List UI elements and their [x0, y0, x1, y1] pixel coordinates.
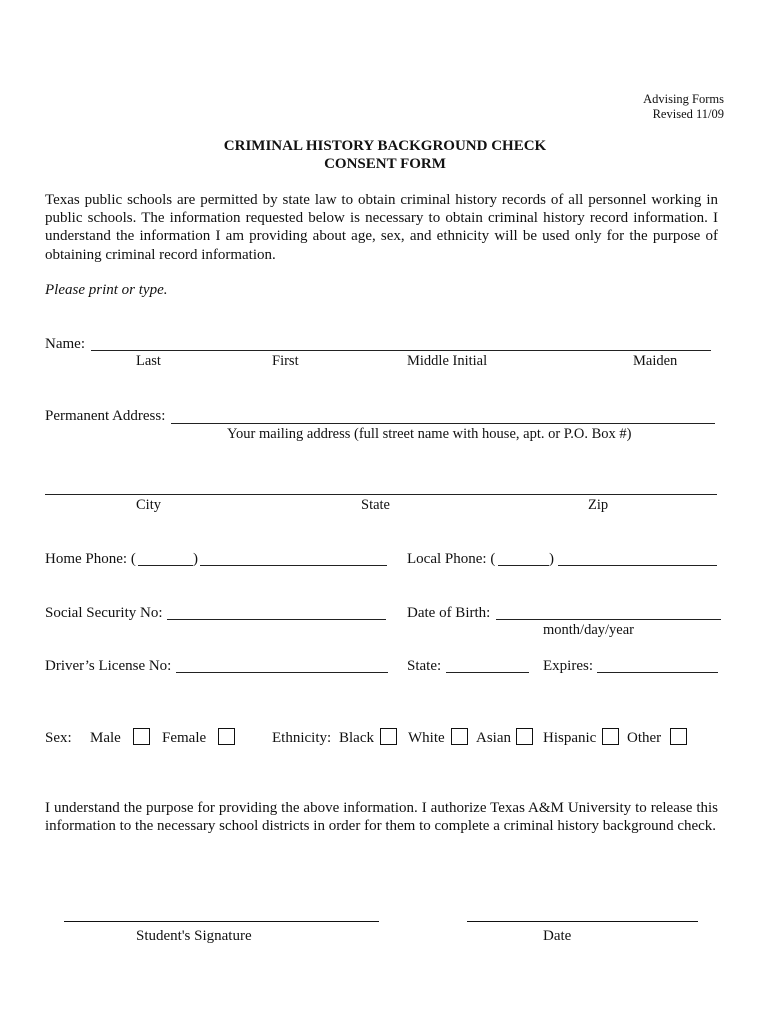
instruction-text: Please print or type. — [45, 282, 168, 298]
intro-paragraph: Texas public schools are permitted by state law to obtain criminal history records of all personnel working in public schools. The information requested below is necessary to obtain criminal history record information. I understand the information I am providing about age, sex, and ethnicity will be used only for the purpose of obtaining criminal record information. — [45, 192, 718, 263]
local-phone-label: Local Phone: ( — [407, 551, 496, 567]
header-line-1: Advising Forms — [643, 92, 724, 106]
form-title — [0, 137, 770, 173]
authorization-paragraph: I understand the purpose for providing the above information. I authorize Texas A&M University to release this information to the necessary school districts in order for them to complete a criminal history background check. — [45, 800, 718, 835]
sex-label: Sex: — [45, 730, 72, 746]
title-line-1: CRIMINAL HISTORY BACKGROUND CHECK — [223, 138, 547, 154]
state-caption: State — [361, 497, 390, 513]
form-code — [643, 92, 724, 122]
name-middle-caption: Middle Initial — [407, 353, 488, 369]
local-phone-field[interactable] — [558, 565, 717, 566]
ethnicity-other-checkbox[interactable] — [670, 728, 687, 745]
name-label: Name: — [45, 336, 85, 352]
ethnicity-label: Ethnicity: — [272, 730, 332, 746]
home-phone-field[interactable] — [200, 565, 387, 566]
license-field[interactable] — [176, 672, 388, 673]
name-first-caption: First — [272, 353, 299, 369]
sex-male-checkbox[interactable] — [133, 728, 150, 745]
sex-male-label: Male — [90, 730, 121, 746]
license-label: Driver’s License No: — [45, 658, 172, 674]
ethnicity-other-label: Other — [627, 730, 662, 746]
name-field[interactable] — [91, 350, 711, 351]
ethnicity-hispanic-label: Hispanic — [543, 730, 597, 746]
ethnicity-asian-checkbox[interactable] — [516, 728, 533, 745]
license-expires-label: Expires: — [543, 658, 593, 674]
sex-female-label: Female — [162, 730, 207, 746]
license-expires-field[interactable] — [597, 672, 718, 673]
address-label: Permanent Address: — [45, 408, 166, 424]
name-maiden-caption: Maiden — [633, 353, 678, 369]
dob-hint: month/day/year — [543, 622, 635, 638]
address-hint: Your mailing address (full street name with house, apt. or P.O. Box #) — [227, 426, 632, 442]
sex-female-checkbox[interactable] — [218, 728, 235, 745]
dob-field[interactable] — [496, 619, 721, 620]
ethnicity-black-label: Black — [339, 730, 374, 746]
local-phone-paren: ) — [549, 551, 554, 567]
student-signature-caption: Student's Signature — [136, 928, 252, 944]
city-state-zip-field[interactable] — [45, 494, 717, 495]
home-phone-paren: ) — [193, 551, 198, 567]
license-state-field[interactable] — [446, 672, 529, 673]
date-caption: Date — [543, 928, 572, 944]
header-line-2: Revised 11/09 — [652, 107, 724, 121]
license-state-label: State: — [407, 658, 442, 674]
ssn-label: Social Security No: — [45, 605, 163, 621]
city-caption: City — [136, 497, 161, 513]
ethnicity-hispanic-checkbox[interactable] — [602, 728, 619, 745]
dob-label: Date of Birth: — [407, 605, 491, 621]
ssn-field[interactable] — [167, 619, 386, 620]
ethnicity-white-label: White — [408, 730, 445, 746]
title-line-2: CONSENT FORM — [324, 156, 446, 172]
local-phone-area-code-field[interactable] — [498, 565, 549, 566]
ethnicity-black-checkbox[interactable] — [380, 728, 397, 745]
name-last-caption: Last — [136, 353, 161, 369]
address-field[interactable] — [171, 423, 715, 424]
date-field[interactable] — [467, 921, 698, 922]
ethnicity-asian-label: Asian — [476, 730, 511, 746]
ethnicity-white-checkbox[interactable] — [451, 728, 468, 745]
zip-caption: Zip — [588, 497, 609, 513]
home-phone-area-code-field[interactable] — [138, 565, 193, 566]
home-phone-label: Home Phone: ( — [45, 551, 136, 567]
student-signature-field[interactable] — [64, 921, 379, 922]
